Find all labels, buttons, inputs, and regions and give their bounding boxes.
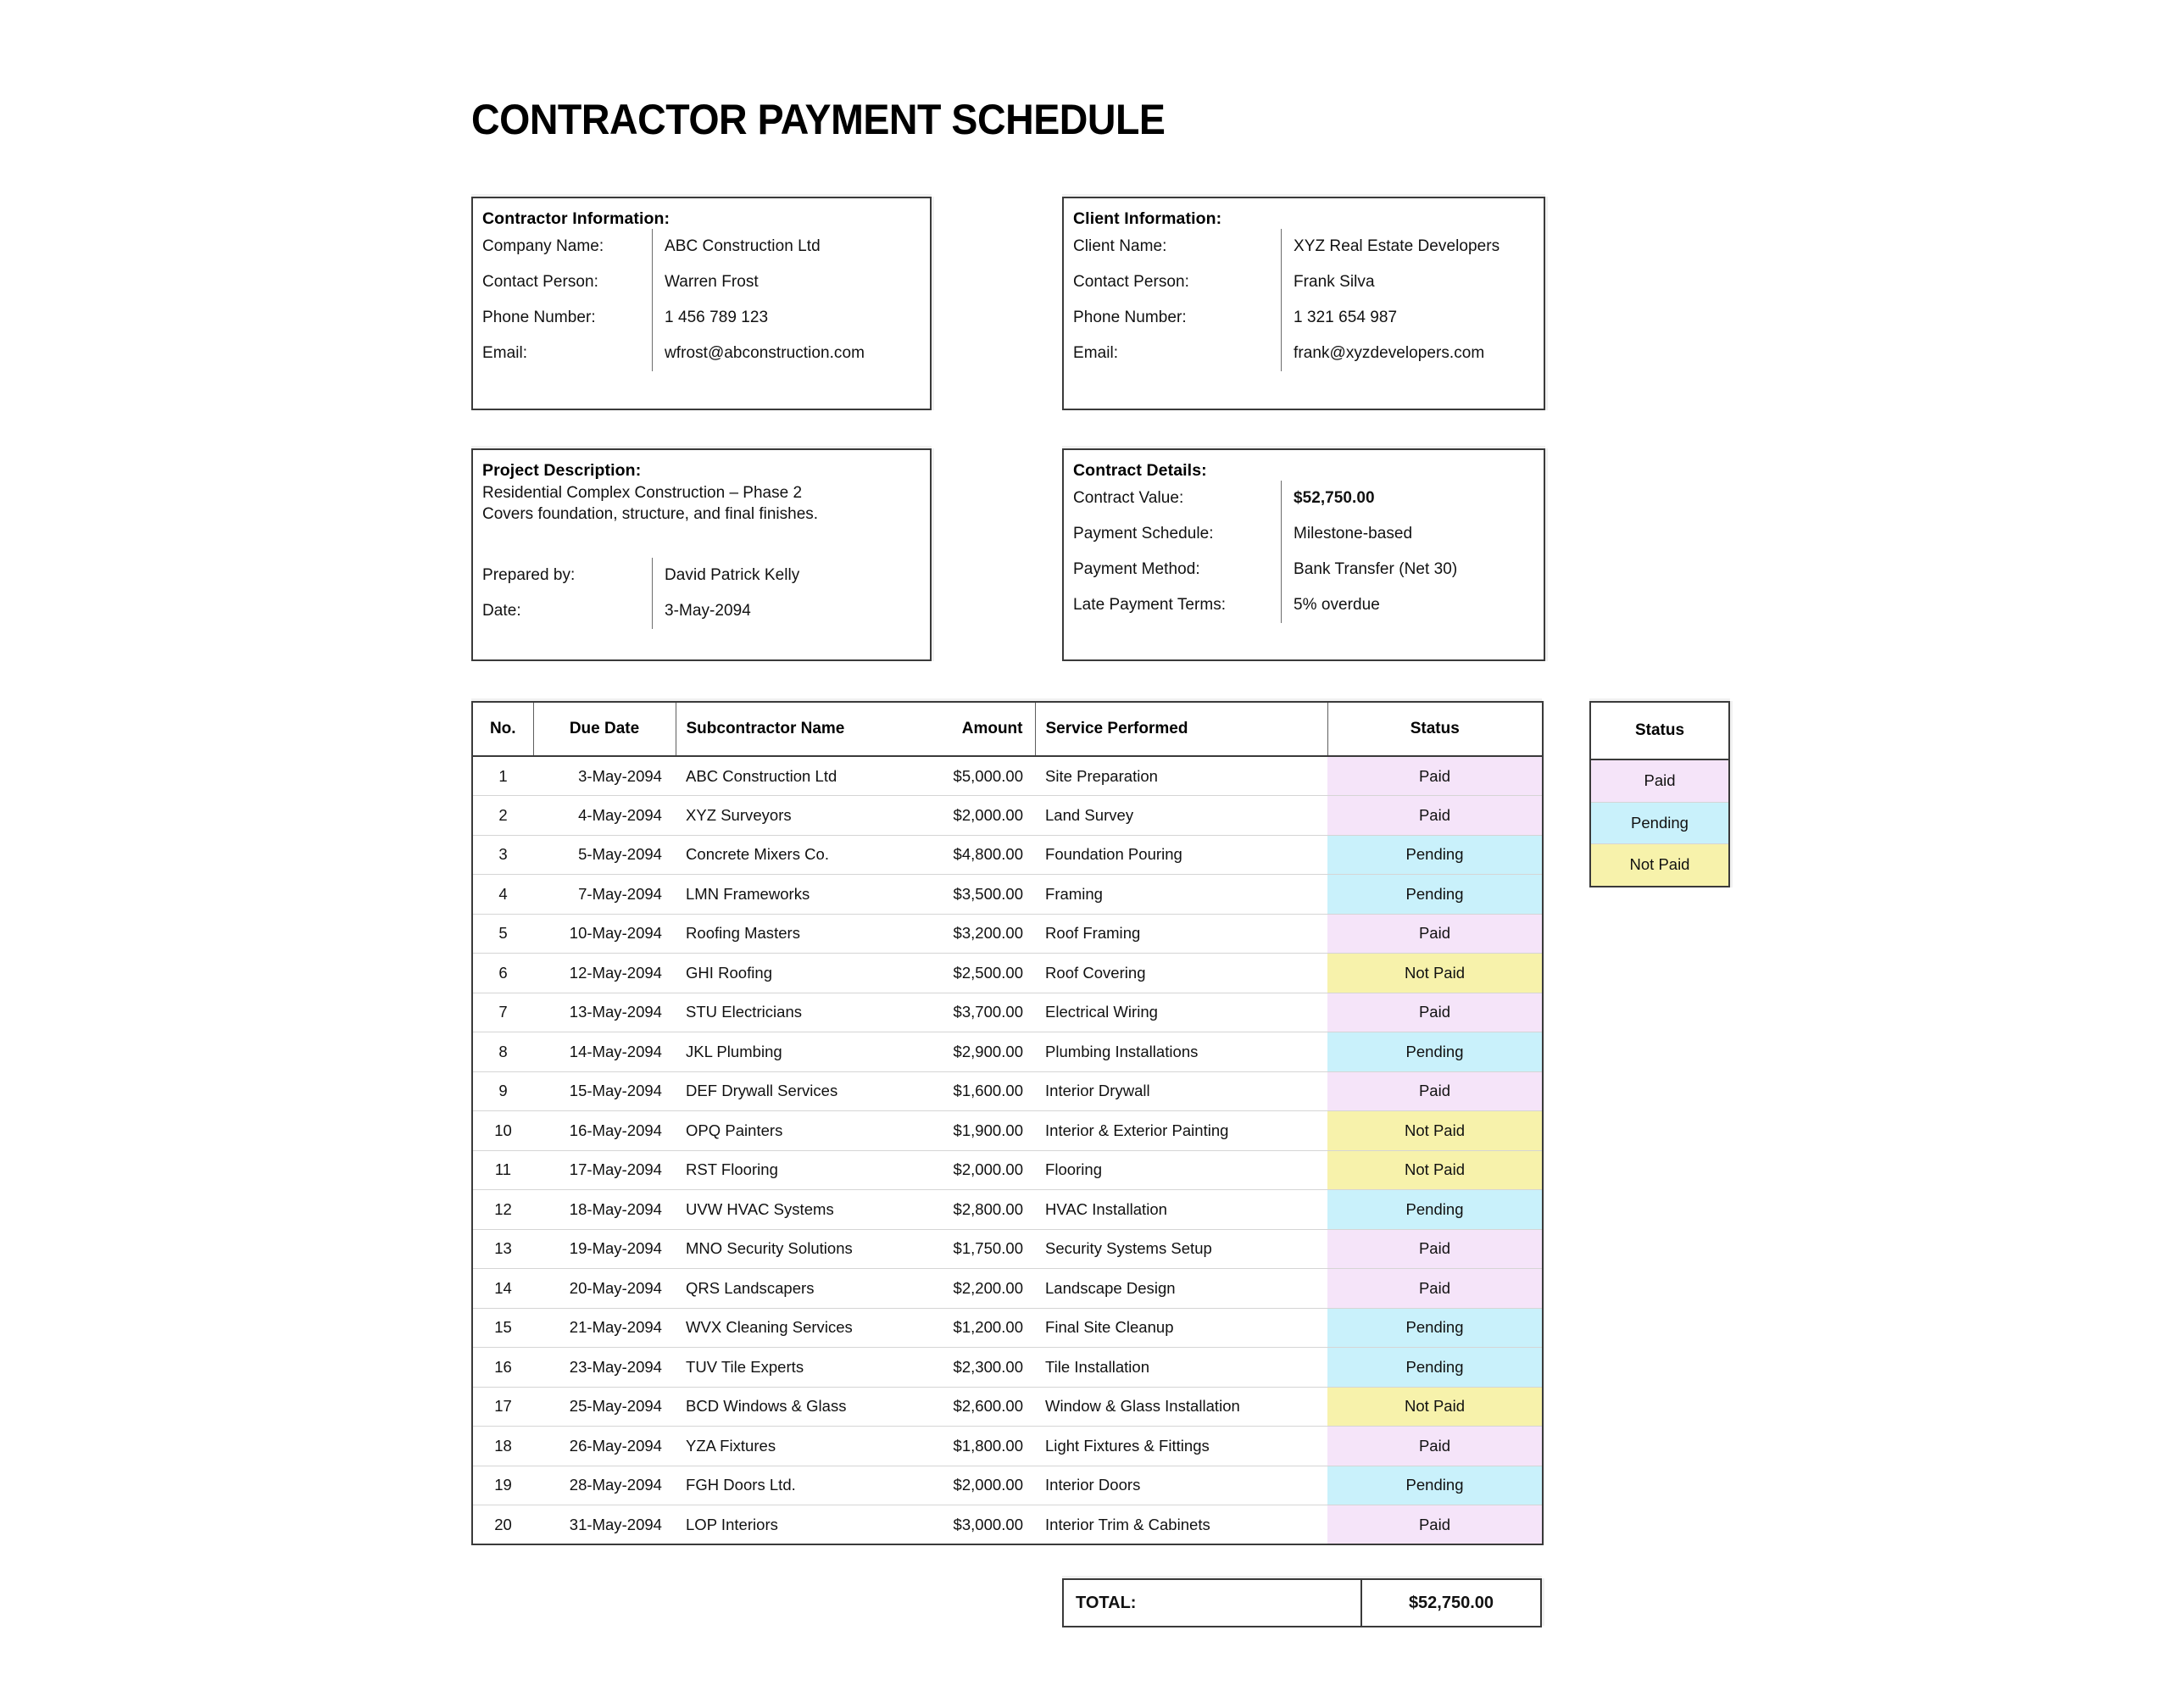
cell-status: Paid (1327, 756, 1543, 796)
cell-amount: $3,500.00 (906, 875, 1035, 915)
list-item (1590, 802, 1729, 844)
cell-amount: $4,800.00 (906, 835, 1035, 875)
cell-service: Foundation Pouring (1035, 835, 1327, 875)
cell-due-date: 23-May-2094 (533, 1348, 676, 1388)
project-description-line-1: Residential Complex Construction – Phase 2 (482, 484, 803, 502)
cell-amount: $1,600.00 (906, 1071, 1035, 1111)
cell-subcontractor: XYZ Surveyors (676, 796, 906, 836)
cell-due-date: 19-May-2094 (533, 1229, 676, 1269)
cell-status: Paid (1327, 1427, 1543, 1466)
cell-subcontractor: OPQ Painters (676, 1111, 906, 1151)
cell-due-date: 31-May-2094 (533, 1505, 676, 1545)
cell-subcontractor: Concrete Mixers Co. (676, 835, 906, 875)
cell-status: Pending (1327, 1032, 1543, 1072)
payment-schedule-table (471, 701, 1544, 1545)
cell-due-date: 5-May-2094 (533, 835, 676, 875)
legend-header-status: Status (1590, 702, 1729, 759)
cell-status: Paid (1327, 1229, 1543, 1269)
table-row (472, 1505, 1543, 1545)
cell-due-date: 7-May-2094 (533, 875, 676, 915)
table-row (473, 593, 930, 629)
table-row (472, 1387, 1543, 1427)
cell-subcontractor: Roofing Masters (676, 914, 906, 954)
date-label: Date: (482, 601, 521, 620)
table-row (472, 1308, 1543, 1348)
table-row (1064, 481, 1544, 516)
payment-schedule-table-wrapper (471, 701, 1542, 1545)
cell-due-date: 28-May-2094 (533, 1466, 676, 1505)
table-row (472, 954, 1543, 993)
contract-details-table (1064, 481, 1544, 623)
cell-status: Paid (1327, 1269, 1543, 1309)
cell-amount: $2,000.00 (906, 1466, 1035, 1505)
client-information-table (1064, 229, 1544, 371)
table-row (1064, 300, 1544, 336)
table-row (472, 1466, 1543, 1505)
cell-status: Paid (1327, 1071, 1543, 1111)
cell-status: Not Paid (1327, 954, 1543, 993)
table-row (1063, 1579, 1541, 1627)
contract-value-amount: $52,750.00 (1282, 481, 1544, 516)
cell-no: 14 (472, 1269, 533, 1309)
cell-status: Pending (1327, 1190, 1543, 1230)
table-row (472, 796, 1543, 836)
client-email-value: frank@xyzdevelopers.com (1282, 336, 1544, 371)
cell-amount: $2,900.00 (906, 1032, 1035, 1072)
cell-status: Not Paid (1327, 1150, 1543, 1190)
cell-due-date: 4-May-2094 (533, 796, 676, 836)
column-header-no: No. (472, 702, 533, 756)
cell-status: Paid (1327, 796, 1543, 836)
cell-no: 17 (472, 1387, 533, 1427)
table-row (472, 993, 1543, 1032)
cell-service: Site Preparation (1035, 756, 1327, 796)
cell-subcontractor: MNO Security Solutions (676, 1229, 906, 1269)
cell-due-date: 18-May-2094 (533, 1190, 676, 1230)
cell-due-date: 15-May-2094 (533, 1071, 676, 1111)
cell-no: 8 (472, 1032, 533, 1072)
payment-method-label: Payment Method: (1073, 560, 1200, 578)
cell-no: 12 (472, 1190, 533, 1230)
table-row (472, 1427, 1543, 1466)
client-contact-person-label: Contact Person: (1073, 273, 1189, 291)
table-row (472, 1190, 1543, 1230)
project-description-box (471, 448, 932, 661)
cell-no: 18 (472, 1427, 533, 1466)
cell-service: Light Fixtures & Fittings (1035, 1427, 1327, 1466)
company-name-value: ABC Construction Ltd (653, 229, 931, 264)
cell-status: Pending (1327, 1466, 1543, 1505)
cell-no: 10 (472, 1111, 533, 1151)
cell-no: 9 (472, 1071, 533, 1111)
cell-subcontractor: DEF Drywall Services (676, 1071, 906, 1111)
table-row (472, 1229, 1543, 1269)
cell-status: Paid (1327, 914, 1543, 954)
cell-no: 15 (472, 1308, 533, 1348)
table-row (473, 336, 930, 371)
cell-no: 1 (472, 756, 533, 796)
cell-due-date: 21-May-2094 (533, 1308, 676, 1348)
cell-amount: $2,200.00 (906, 1269, 1035, 1309)
project-description-line-2: Covers foundation, structure, and final finishes. (482, 505, 819, 524)
client-phone-value: 1 321 654 987 (1282, 300, 1544, 336)
cell-service: Landscape Design (1035, 1269, 1327, 1309)
status-legend-table (1589, 701, 1730, 887)
cell-due-date: 20-May-2094 (533, 1269, 676, 1309)
table-row (472, 1071, 1543, 1111)
cell-amount: $1,800.00 (906, 1427, 1035, 1466)
cell-no: 5 (472, 914, 533, 954)
cell-status: Paid (1327, 1505, 1543, 1545)
cell-amount: $2,600.00 (906, 1387, 1035, 1427)
table-row (472, 835, 1543, 875)
payment-schedule-value: Milestone-based (1282, 516, 1544, 552)
cell-no: 7 (472, 993, 533, 1032)
table-row (472, 1032, 1543, 1072)
table-row (473, 558, 930, 593)
total-value: $52,750.00 (1361, 1579, 1541, 1627)
table-row (472, 914, 1543, 954)
cell-service: Roof Framing (1035, 914, 1327, 954)
contractor-information-table (473, 229, 930, 371)
contract-value-label: Contract Value: (1073, 489, 1184, 507)
client-name-value: XYZ Real Estate Developers (1282, 229, 1544, 264)
table-row (1064, 552, 1544, 587)
contractor-contact-person-label: Contact Person: (482, 273, 598, 291)
status-legend-header (1590, 702, 1729, 759)
cell-service: Final Site Cleanup (1035, 1308, 1327, 1348)
contractor-information-heading: Contractor Information: (482, 209, 670, 228)
status-legend-body (1590, 759, 1729, 887)
contractor-email-value: wfrost@abconstruction.com (653, 336, 931, 371)
cell-amount: $1,900.00 (906, 1111, 1035, 1151)
cell-amount: $1,750.00 (906, 1229, 1035, 1269)
table-row (1064, 264, 1544, 300)
table-row (472, 1111, 1543, 1151)
total-label: TOTAL: (1063, 1579, 1361, 1627)
table-header-row (472, 702, 1543, 756)
date-value: 3-May-2094 (653, 593, 931, 629)
cell-due-date: 10-May-2094 (533, 914, 676, 954)
cell-subcontractor: LOP Interiors (676, 1505, 906, 1545)
cell-no: 2 (472, 796, 533, 836)
cell-due-date: 25-May-2094 (533, 1387, 676, 1427)
cell-due-date: 13-May-2094 (533, 993, 676, 1032)
cell-no: 20 (472, 1505, 533, 1545)
project-meta-table (473, 558, 930, 629)
cell-subcontractor: JKL Plumbing (676, 1032, 906, 1072)
project-description-heading: Project Description: (482, 461, 642, 480)
cell-subcontractor: STU Electricians (676, 993, 906, 1032)
cell-due-date: 14-May-2094 (533, 1032, 676, 1072)
prepared-by-value: David Patrick Kelly (653, 558, 931, 593)
table-row (472, 1150, 1543, 1190)
cell-no: 13 (472, 1229, 533, 1269)
prepared-by-label: Prepared by: (482, 565, 576, 584)
cell-amount: $3,700.00 (906, 993, 1035, 1032)
contractor-phone-value: 1 456 789 123 (653, 300, 931, 336)
cell-service: Interior Drywall (1035, 1071, 1327, 1111)
legend-item-paid: Paid (1590, 759, 1729, 802)
cell-service: HVAC Installation (1035, 1190, 1327, 1230)
table-row (473, 229, 930, 264)
cell-service: Framing (1035, 875, 1327, 915)
page-title: CONTRACTOR PAYMENT SCHEDULE (471, 96, 1166, 143)
cell-status: Pending (1327, 875, 1543, 915)
table-row (473, 264, 930, 300)
contract-details-box (1062, 448, 1545, 661)
table-row (1064, 336, 1544, 371)
cell-service: Interior & Exterior Painting (1035, 1111, 1327, 1151)
list-item (1590, 844, 1729, 887)
project-description-text (473, 481, 930, 526)
table-row (472, 1348, 1543, 1388)
cell-subcontractor: BCD Windows & Glass (676, 1387, 906, 1427)
cell-service: Interior Trim & Cabinets (1035, 1505, 1327, 1545)
cell-amount: $1,200.00 (906, 1308, 1035, 1348)
cell-due-date: 3-May-2094 (533, 756, 676, 796)
cell-service: Interior Doors (1035, 1466, 1327, 1505)
client-name-label: Client Name: (1073, 237, 1167, 255)
cell-subcontractor: FGH Doors Ltd. (676, 1466, 906, 1505)
cell-due-date: 17-May-2094 (533, 1150, 676, 1190)
late-payment-terms-label: Late Payment Terms: (1073, 596, 1227, 614)
company-name-label: Company Name: (482, 237, 604, 255)
cell-amount: $2,300.00 (906, 1348, 1035, 1388)
payment-schedule-table-header (472, 702, 1543, 756)
cell-amount: $2,800.00 (906, 1190, 1035, 1230)
cell-service: Roof Covering (1035, 954, 1327, 993)
column-header-due-date: Due Date (533, 702, 676, 756)
cell-no: 4 (472, 875, 533, 915)
cell-service: Tile Installation (1035, 1348, 1327, 1388)
column-header-status: Status (1327, 702, 1543, 756)
cell-no: 6 (472, 954, 533, 993)
cell-status: Paid (1327, 993, 1543, 1032)
cell-amount: $3,000.00 (906, 1505, 1035, 1545)
status-legend (1589, 701, 1730, 887)
cell-amount: $2,500.00 (906, 954, 1035, 993)
project-description-spacer (473, 526, 930, 558)
legend-item-not-paid: Not Paid (1590, 844, 1729, 887)
cell-amount: $3,200.00 (906, 914, 1035, 954)
table-row (473, 300, 930, 336)
table-row (472, 1269, 1543, 1309)
legend-item-pending: Pending (1590, 802, 1729, 844)
cell-status: Not Paid (1327, 1387, 1543, 1427)
payment-method-value: Bank Transfer (Net 30) (1282, 552, 1544, 587)
cell-no: 3 (472, 835, 533, 875)
cell-subcontractor: RST Flooring (676, 1150, 906, 1190)
list-item (1590, 759, 1729, 802)
cell-amount: $2,000.00 (906, 796, 1035, 836)
cell-due-date: 16-May-2094 (533, 1111, 676, 1151)
cell-service: Window & Glass Installation (1035, 1387, 1327, 1427)
cell-status: Not Paid (1327, 1111, 1543, 1151)
column-header-amount: Amount (906, 702, 1035, 756)
payment-schedule-table-body (472, 756, 1543, 1544)
table-row (1064, 587, 1544, 623)
cell-no: 11 (472, 1150, 533, 1190)
cell-subcontractor: YZA Fixtures (676, 1427, 906, 1466)
payment-schedule-label: Payment Schedule: (1073, 525, 1214, 542)
cell-subcontractor: TUV Tile Experts (676, 1348, 906, 1388)
table-row (472, 875, 1543, 915)
cell-subcontractor: QRS Landscapers (676, 1269, 906, 1309)
contractor-information-box (471, 197, 932, 410)
table-row (1064, 516, 1544, 552)
client-email-label: Email: (1073, 344, 1119, 362)
client-information-box (1062, 197, 1545, 410)
cell-status: Pending (1327, 835, 1543, 875)
cell-service: Plumbing Installations (1035, 1032, 1327, 1072)
table-header-row (1590, 702, 1729, 759)
client-contact-person-value: Frank Silva (1282, 264, 1544, 300)
cell-subcontractor: LMN Frameworks (676, 875, 906, 915)
cell-subcontractor: ABC Construction Ltd (676, 756, 906, 796)
contractor-phone-label: Phone Number: (482, 309, 596, 326)
cell-service: Electrical Wiring (1035, 993, 1327, 1032)
cell-service: Security Systems Setup (1035, 1229, 1327, 1269)
column-header-service-performed: Service Performed (1035, 702, 1327, 756)
cell-no: 16 (472, 1348, 533, 1388)
client-phone-label: Phone Number: (1073, 309, 1187, 326)
cell-service: Land Survey (1035, 796, 1327, 836)
contract-details-heading: Contract Details: (1073, 461, 1207, 480)
cell-subcontractor: WVX Cleaning Services (676, 1308, 906, 1348)
cell-service: Flooring (1035, 1150, 1327, 1190)
table-row (472, 756, 1543, 796)
cell-subcontractor: UVW HVAC Systems (676, 1190, 906, 1230)
cell-amount: $5,000.00 (906, 756, 1035, 796)
cell-subcontractor: GHI Roofing (676, 954, 906, 993)
total-box (1062, 1578, 1542, 1626)
cell-amount: $2,000.00 (906, 1150, 1035, 1190)
cell-due-date: 26-May-2094 (533, 1427, 676, 1466)
contractor-contact-person-value: Warren Frost (653, 264, 931, 300)
column-header-subcontractor-name: Subcontractor Name (676, 702, 906, 756)
cell-status: Pending (1327, 1308, 1543, 1348)
contractor-email-label: Email: (482, 344, 528, 362)
cell-no: 19 (472, 1466, 533, 1505)
late-payment-terms-value: 5% overdue (1282, 587, 1544, 623)
total-table (1062, 1578, 1542, 1627)
table-row (1064, 229, 1544, 264)
cell-status: Pending (1327, 1348, 1543, 1388)
client-information-heading: Client Information: (1073, 209, 1222, 228)
cell-due-date: 12-May-2094 (533, 954, 676, 993)
